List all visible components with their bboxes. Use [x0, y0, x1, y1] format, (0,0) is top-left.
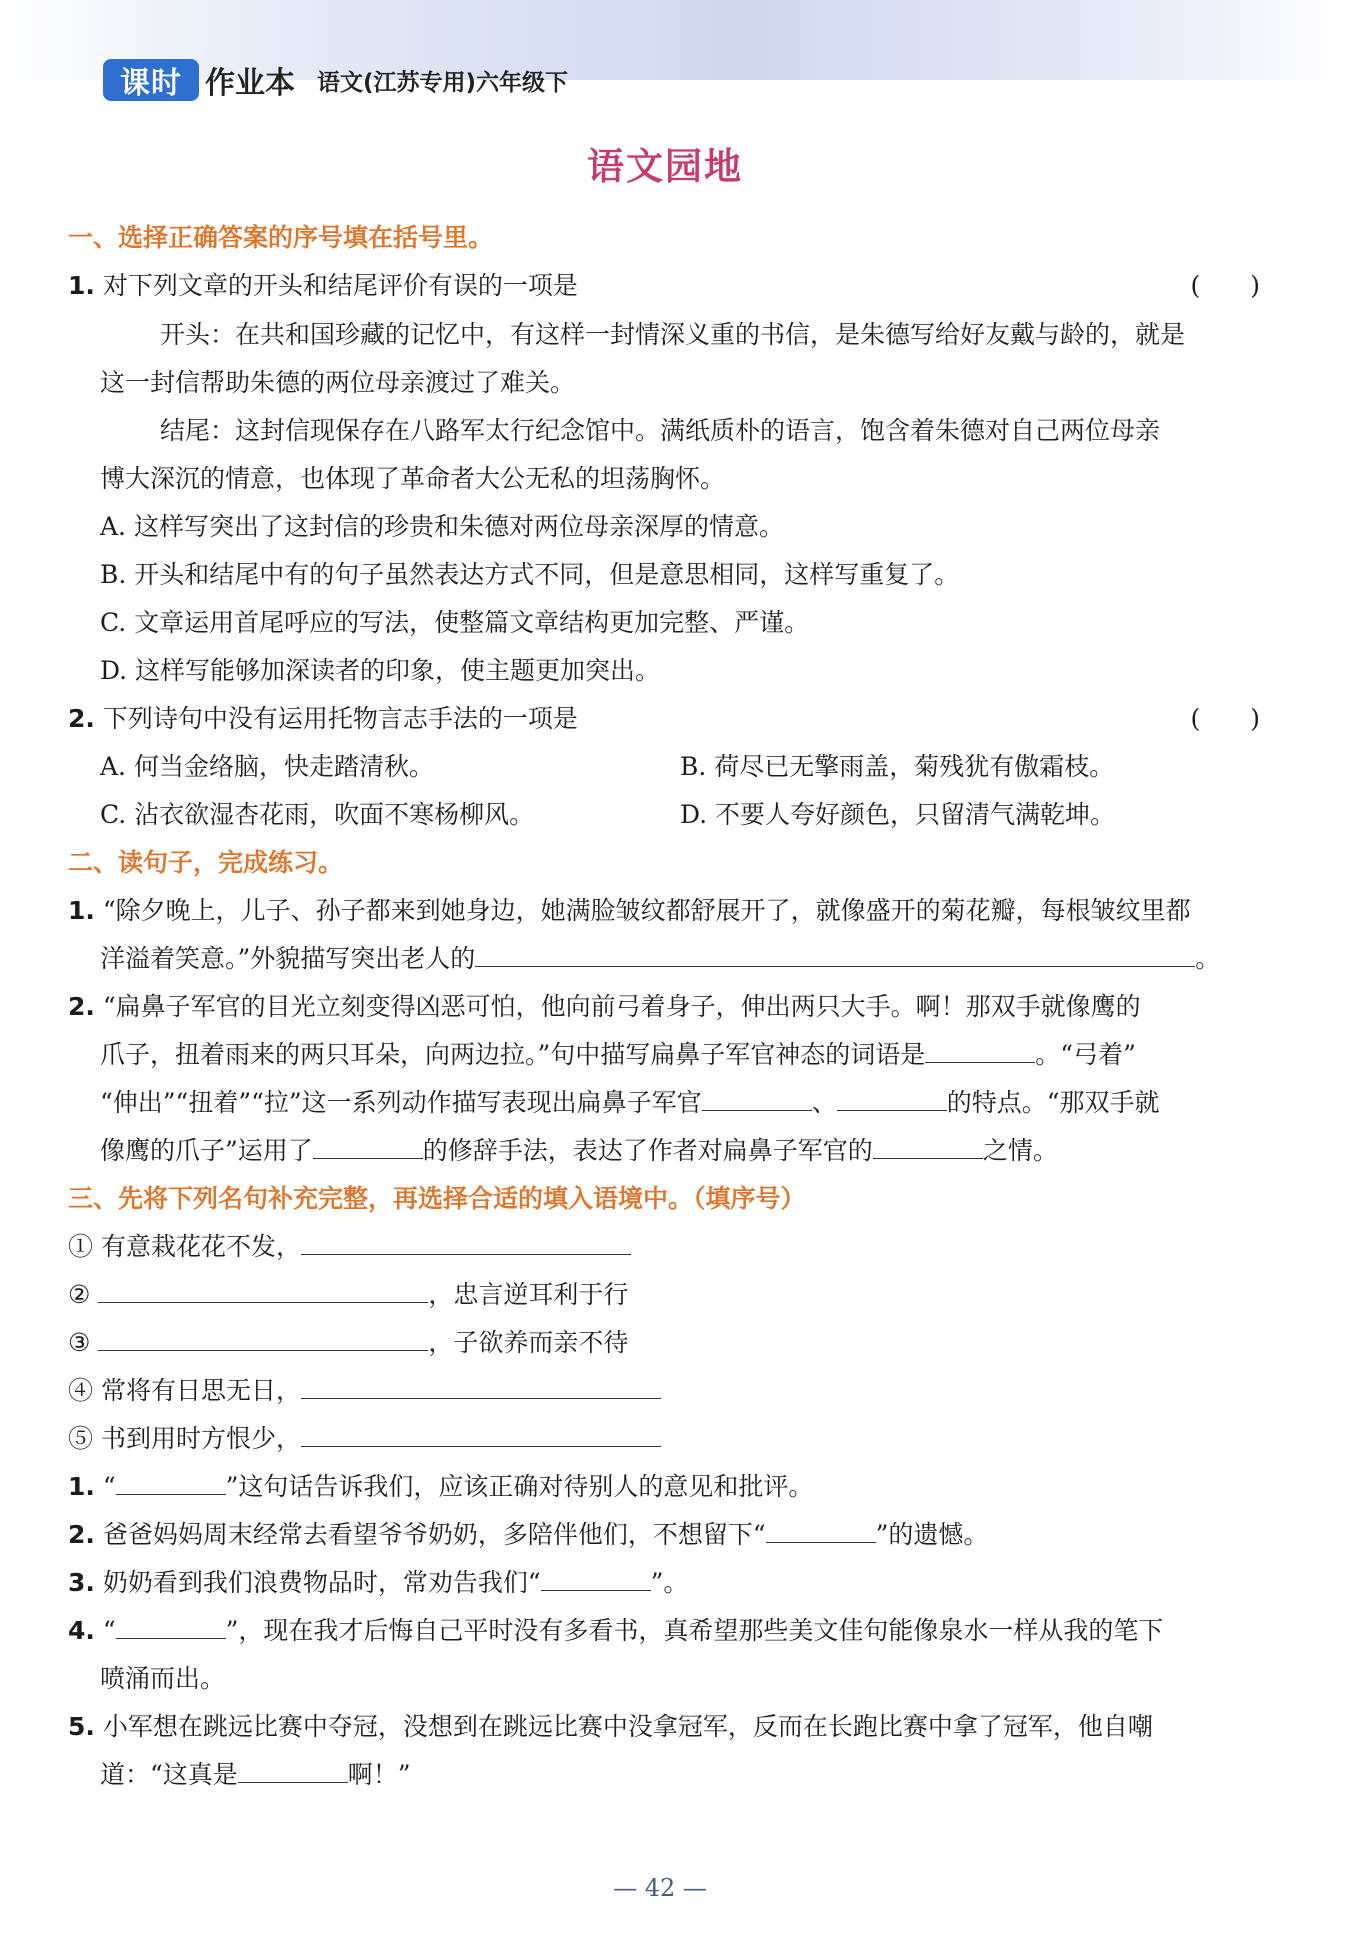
- s2-q1-line1: [68, 893, 1191, 929]
- answer-blank[interactable]: [301, 1374, 661, 1399]
- proverb-item-5: [68, 1421, 661, 1457]
- brand-name: 作业本: [205, 66, 295, 101]
- question-number: 3.: [68, 1568, 95, 1597]
- question-number: 1.: [68, 271, 95, 300]
- proverb-text: 有意栽花花不发，: [100, 1232, 301, 1261]
- s2-q2-line1: [68, 989, 1141, 1025]
- question-text: 像鹰的爪子”运用了: [100, 1136, 313, 1165]
- item-marker: ⑤: [68, 1424, 94, 1453]
- section-1-heading: 一、选择正确答案的序号填在括号里。: [68, 223, 494, 252]
- s3-q4: [68, 1613, 1163, 1649]
- answer-blank[interactable]: [238, 1758, 348, 1783]
- question-text: 洋溢着笑意。”外貌描写突出老人的: [100, 944, 476, 973]
- punctuation: 、: [811, 1088, 837, 1117]
- question-text: 爪子，扭着雨来的两只耳朵，向两边拉。”句中描写扁鼻子军官神态的词语是: [100, 1040, 926, 1069]
- logo: 课时: [103, 59, 199, 101]
- s3-q5-cont: [100, 1757, 411, 1793]
- question-text: 对下列文章的开头和结尾评价有误的一项是: [102, 271, 578, 300]
- question-text: “除夕晚上，儿子、孙子都来到她身边，她满脸皱纹都舒展开了，就像盛开的菊花瓣，每根皱纹里都: [102, 896, 1191, 925]
- question-text: 小军想在跳远比赛中夺冠，没想到在跳远比赛中没拿冠军，反而在长跑比赛中拿了冠军，他自嘲: [102, 1712, 1153, 1741]
- answer-blank[interactable]: [98, 1278, 428, 1303]
- passage-line: 开头：在共和国珍藏的记忆中，有这样一封情深义重的书信，是朱德写给好友戴与龄的，就是: [160, 320, 1186, 349]
- option-a: A. 何当金络脑，快走踏清秋。: [100, 752, 434, 781]
- s3-q2: [68, 1517, 988, 1553]
- section-3-heading: 三、先将下列名句补充完整，再选择合适的填入语境中。（填序号）: [68, 1184, 806, 1213]
- question-number: 2.: [68, 1520, 95, 1549]
- s3-q5: [68, 1709, 1153, 1745]
- proverb-item-3: [68, 1325, 628, 1361]
- s2-q1-line2: [100, 941, 1220, 977]
- proverb-text: 书到用时方恨少，: [100, 1424, 301, 1453]
- s1-q1-stem: [68, 268, 578, 304]
- proverb-text: 常将有日思无日，: [100, 1376, 301, 1405]
- question-text: “伸出”“扭着”“拉”这一系列动作描写表现出扁鼻子军官: [100, 1088, 702, 1117]
- answer-blank[interactable]: [301, 1230, 631, 1255]
- question-number: 5.: [68, 1712, 95, 1741]
- question-text: ”。: [650, 1568, 689, 1597]
- question-text: 爸爸妈妈周末经常去看望爷爷奶奶，多陪伴他们，不想留下“: [102, 1520, 766, 1549]
- answer-blank[interactable]: [116, 1470, 226, 1495]
- answer-blank[interactable]: [925, 1038, 1035, 1063]
- s2-q2-line2: [100, 1037, 1136, 1073]
- question-text: ”的遗憾。: [875, 1520, 989, 1549]
- answer-blank[interactable]: [301, 1422, 661, 1447]
- proverb-item-4: [68, 1373, 661, 1409]
- question-number: 2.: [68, 992, 95, 1021]
- punctuation: “: [102, 1616, 116, 1645]
- option-b: B. 荷尽已无擎雨盖，菊残犹有傲霜枝。: [680, 752, 1115, 781]
- option-d: D. 不要人夸好颜色，只留清气满乾坤。: [680, 800, 1116, 829]
- answer-blank[interactable]: [873, 1134, 983, 1159]
- s3-q3: [68, 1565, 688, 1601]
- question-text: 之情。: [982, 1136, 1058, 1165]
- question-number: 4.: [68, 1616, 95, 1645]
- question-text: 的修辞手法，表达了作者对扁鼻子军官的: [422, 1136, 873, 1165]
- proverb-item-1: [68, 1229, 631, 1265]
- question-text: ”这句话告诉我们，应该正确对待别人的意见和批评。: [225, 1472, 814, 1501]
- question-text: 。“弓着”: [1035, 1040, 1136, 1069]
- question-text: “扁鼻子军官的目光立刻变得凶恶可怕，他向前弓着身子，伸出两只大手。啊！那双手就像鹰的: [102, 992, 1141, 1021]
- item-marker: ③: [68, 1328, 91, 1357]
- s3-q4-cont: 喷涌而出。: [100, 1664, 226, 1693]
- page-title: 语文园地: [587, 145, 743, 188]
- question-number: 2.: [68, 704, 95, 733]
- answer-blank[interactable]: [116, 1614, 226, 1639]
- option-c: C. 文章运用首尾呼应的写法，使整篇文章结构更加完整、严谨。: [100, 608, 810, 637]
- answer-blank[interactable]: [541, 1566, 651, 1591]
- proverb-text: ，子欲养而亲不待: [428, 1328, 629, 1357]
- book-title: 语文(江苏专用)六年级下: [317, 69, 569, 96]
- option-a: A. 这样写突出了这封信的珍贵和朱德对两位母亲深厚的情意。: [100, 512, 784, 541]
- answer-blank[interactable]: [702, 1086, 812, 1111]
- question-text: 下列诗句中没有运用托物言志手法的一项是: [102, 704, 578, 733]
- passage-line: 这一封信帮助朱德的两位母亲渡过了难关。: [100, 368, 576, 397]
- item-marker: ④: [68, 1376, 94, 1405]
- answer-blank[interactable]: [313, 1134, 423, 1159]
- answer-blank[interactable]: [837, 1086, 947, 1111]
- item-marker: ①: [68, 1232, 94, 1261]
- answer-parentheses: ( ): [1190, 271, 1260, 300]
- s2-q2-line4: [100, 1133, 1058, 1169]
- question-number: 1.: [68, 1472, 95, 1501]
- question-text: 的特点。“那双手就: [946, 1088, 1160, 1117]
- answer-parentheses: ( ): [1190, 704, 1260, 733]
- s1-q2-stem: [68, 701, 578, 737]
- answer-blank[interactable]: [475, 942, 1195, 967]
- option-d: D. 这样写能够加深读者的印象，使主题更加突出。: [100, 656, 661, 685]
- page-header: [103, 56, 568, 104]
- s2-q2-line3: [100, 1085, 1160, 1121]
- punctuation: 。: [1195, 944, 1221, 973]
- section-2-heading: 二、读句子，完成练习。: [68, 848, 344, 877]
- passage-line: 结尾：这封信现保存在八路军太行纪念馆中。满纸质朴的语言，饱含着朱德对自己两位母亲: [160, 416, 1161, 445]
- option-c: C. 沾衣欲湿杏花雨，吹面不寒杨柳风。: [100, 800, 535, 829]
- question-text: 奶奶看到我们浪费物品时，常劝告我们“: [102, 1568, 541, 1597]
- page-number: — 42 —: [613, 1874, 707, 1902]
- question-text: ”，现在我才后悔自己平时没有多看书，真希望那些美文佳句能像泉水一样从我的笔下: [225, 1616, 1164, 1645]
- item-marker: ②: [68, 1280, 91, 1309]
- s3-q1: [68, 1469, 813, 1505]
- question-number: 1.: [68, 896, 95, 925]
- punctuation: “: [102, 1472, 116, 1501]
- answer-blank[interactable]: [98, 1326, 428, 1351]
- proverb-text: ，忠言逆耳利于行: [428, 1280, 629, 1309]
- passage-line: 博大深沉的情意，也体现了革命者大公无私的坦荡胸怀。: [100, 464, 726, 493]
- option-b: B. 开头和结尾中有的句子虽然表达方式不同，但是意思相同，这样写重复了。: [100, 560, 960, 589]
- answer-blank[interactable]: [766, 1518, 876, 1543]
- question-text: 啊！”: [347, 1760, 411, 1789]
- question-text: 道：“这真是: [100, 1760, 238, 1789]
- proverb-item-2: [68, 1277, 628, 1313]
